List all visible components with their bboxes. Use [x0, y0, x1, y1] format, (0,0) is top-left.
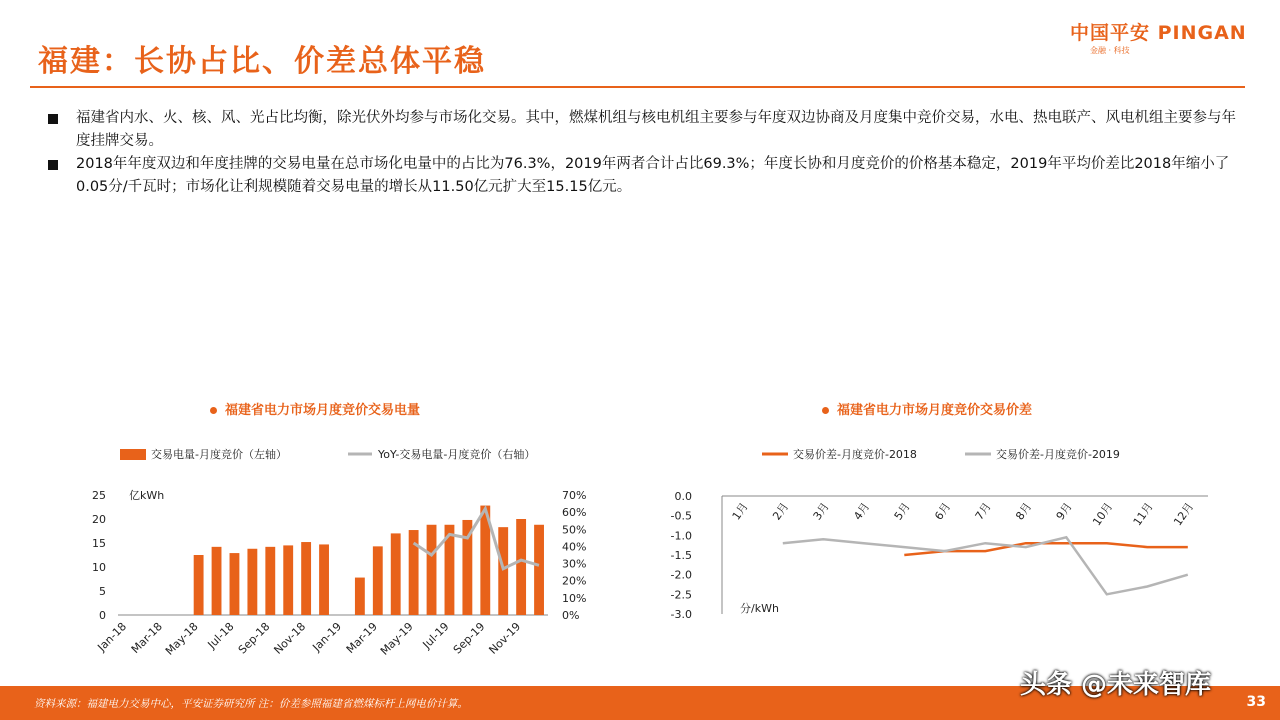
x-tick-label: 6月 — [932, 500, 954, 523]
page-number: 33 — [1246, 694, 1266, 710]
bar — [212, 547, 222, 615]
bar — [373, 546, 383, 615]
y-tick-label: -1.5 — [670, 549, 692, 562]
logo-text: 中国平安 PINGAN — [1070, 22, 1247, 44]
bar — [427, 525, 437, 615]
x-tick-label: 11月 — [1130, 500, 1156, 529]
legend-label: 交易价差-月度竞价-2019 — [996, 448, 1120, 461]
legend-label: 交易价差-月度竞价-2018 — [793, 448, 917, 461]
page-title: 福建：长协占比、价差总体平稳 — [38, 44, 486, 79]
x-tick-label: 12月 — [1171, 500, 1197, 529]
x-tick-label: 8月 — [1013, 500, 1035, 523]
bar — [265, 547, 275, 615]
bullet-item — [48, 107, 1248, 153]
y2-tick-label: 0% — [562, 609, 580, 622]
x-tick-label: 3月 — [810, 500, 832, 523]
x-tick-label: 9月 — [1053, 500, 1075, 523]
y-tick-label: 20 — [92, 513, 106, 526]
y-tick-label: 25 — [92, 489, 106, 502]
square-bullet-icon — [48, 160, 58, 170]
bullet-text: 福建省内水、火、核、风、光占比均衡，除光伏外均参与市场化交易。其中，燃煤机组与核电机组主要参与年度双边协商及月度集中竞价交易，水电、热电联产、风电机组主要参与年度挂牌交易。 — [76, 110, 1236, 149]
bar — [194, 555, 204, 615]
y-tick-label: -2.5 — [670, 588, 692, 602]
y2-tick-label: 20% — [562, 574, 587, 588]
x-tick-label: Jul-19 — [420, 619, 452, 652]
y-tick-label: 0.0 — [674, 490, 692, 503]
y-tick-label: 15 — [92, 537, 106, 550]
x-tick-label: 2月 — [770, 500, 792, 523]
y-tick-label: 0 — [99, 609, 106, 622]
logo-tagline: 金融 · 科技 — [1090, 46, 1130, 55]
bar — [409, 530, 419, 615]
x-tick-label: Nov-19 — [486, 619, 524, 657]
spread-chart — [660, 435, 1220, 635]
x-tick-label: Nov-18 — [271, 619, 309, 657]
x-tick-label: 10月 — [1090, 500, 1116, 529]
bar — [534, 525, 544, 615]
bar — [301, 542, 311, 615]
y-tick-label: -0.5 — [670, 509, 692, 523]
y-tick-label: 5 — [99, 585, 106, 598]
y2-tick-label: 10% — [562, 591, 587, 605]
x-tick-label: 1月 — [729, 500, 751, 523]
bar — [516, 519, 526, 615]
axis-unit-label: 亿kWh — [129, 489, 165, 502]
watermark: 头条 @未来智库 — [1020, 670, 1212, 700]
bar — [355, 578, 365, 615]
legend-bar-swatch — [120, 449, 146, 460]
x-tick-label: 4月 — [851, 500, 873, 523]
bar — [283, 545, 293, 615]
y-tick-label: -2.0 — [670, 568, 692, 582]
axis-unit-label: 分/kWh — [740, 602, 779, 615]
x-tick-label: May-19 — [377, 619, 416, 658]
x-tick-label: Mar-19 — [343, 619, 380, 657]
x-tick-label: Sep-19 — [450, 619, 488, 657]
y-tick-label: -1.0 — [670, 529, 692, 543]
x-tick-label: 7月 — [972, 500, 994, 523]
bar — [319, 544, 329, 615]
y2-tick-label: 40% — [562, 540, 587, 554]
title-divider — [30, 86, 1245, 88]
x-tick-label: 5月 — [891, 500, 913, 523]
x-tick-label: Jul-18 — [205, 619, 237, 652]
x-tick-label: May-18 — [162, 619, 201, 658]
bullet-text: 2018年年度双边和年度挂牌的交易电量在总市场化电量中的占比为76.3%，2019年两者合计占比69.3%；年度长协和月度竞价的价格基本稳定，2019年平均价差比2018年缩小了0.05分/千瓦时；市场化让利规模随着交易电量的增长从11.50亿元扩大至15.15亿元。 — [76, 156, 1230, 195]
legend-label: YoY-交易电量-月度竞价（右轴） — [378, 448, 536, 461]
y-tick-label: -3.0 — [670, 608, 692, 621]
y-tick-label: 10 — [92, 561, 106, 574]
bar — [247, 549, 257, 615]
x-tick-label: Jan-18 — [95, 619, 130, 654]
dot-icon — [210, 407, 217, 414]
logo — [1070, 18, 1270, 58]
bullet-item — [48, 153, 1248, 199]
bar — [391, 533, 401, 615]
y2-tick-label: 70% — [562, 489, 587, 502]
x-tick-label: Sep-18 — [235, 619, 273, 657]
dot-icon — [822, 407, 829, 414]
bullet-list — [48, 107, 1248, 199]
chart-title-spread: 福建省电力市场月度竞价交易价差 — [822, 399, 1032, 418]
square-bullet-icon — [48, 114, 58, 124]
bar — [498, 527, 508, 615]
y2-tick-label: 50% — [562, 523, 587, 537]
chart-title-volume: 福建省电力市场月度竞价交易电量 — [210, 399, 420, 418]
legend-label: 交易电量-月度竞价（左轴） — [151, 448, 287, 461]
x-tick-label: Mar-18 — [128, 619, 165, 657]
y2-tick-label: 60% — [562, 506, 587, 520]
series-line-2018 — [904, 543, 1188, 555]
volume-chart — [80, 435, 600, 670]
source-note: 资料来源：福建电力交易中心，平安证券研究所 注：价差参照福建省燃煤标杆上网电价计算。 — [34, 698, 468, 710]
x-tick-label: Jan-19 — [310, 619, 345, 654]
y2-tick-label: 30% — [562, 557, 587, 571]
bar — [230, 553, 240, 615]
